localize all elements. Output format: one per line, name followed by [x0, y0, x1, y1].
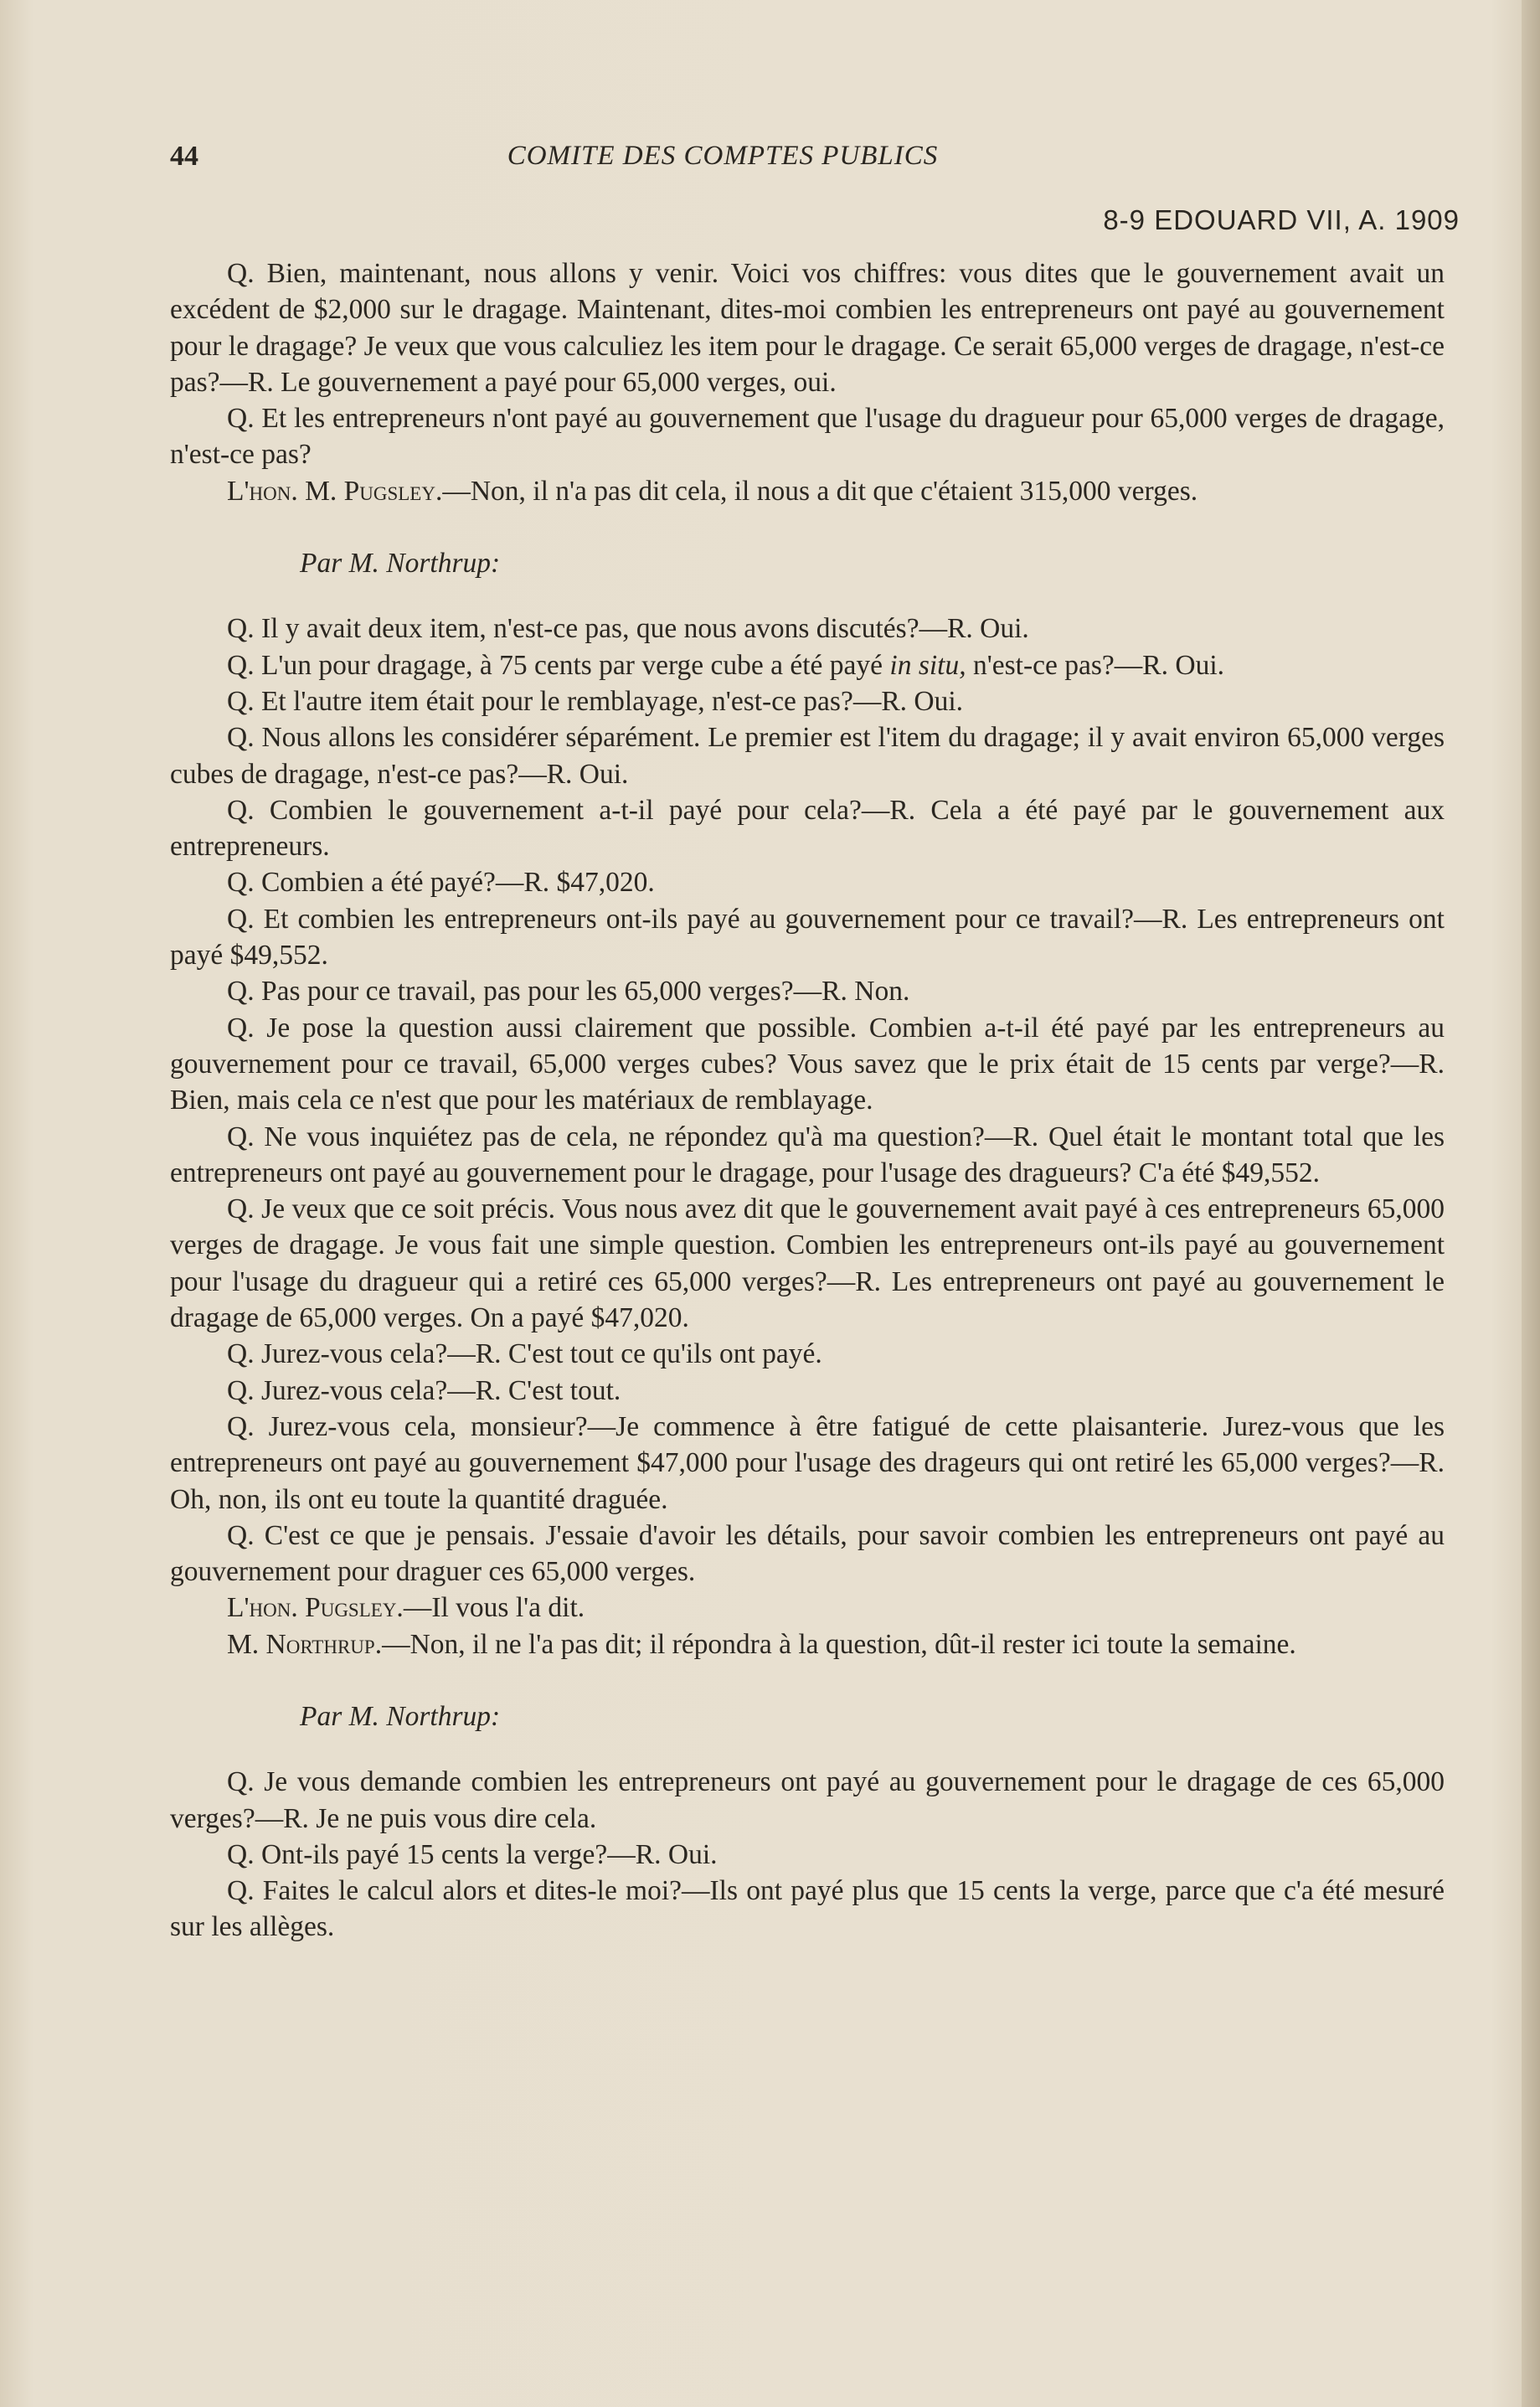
paragraph: Q. Et les entrepreneurs n'ont payé au gouvernement que l'usage du dragueur pour 65,000 verges de dragage, n'est-ce pas? [170, 403, 1445, 471]
document-body [170, 255, 1445, 1946]
section-heading: Par M. Northrup: [300, 1700, 501, 1732]
paragraph: M. Northrup.—Non, il ne l'a pas dit; il répondra à la question, dût-il rester ici toute la semaine. [227, 1628, 1296, 1660]
page-gutter [1522, 0, 1540, 2407]
running-title: COMITE DES COMPTES PUBLICS [507, 141, 939, 171]
paragraph: L'hon. M. Pugsley.—Non, il n'a pas dit cela, il nous a dit que c'étaient 315,000 verges. [227, 475, 1198, 507]
paragraph: Q. Combien a été payé?—R. $47,020. [227, 867, 655, 899]
paragraph: L'hon. Pugsley.—Il vous l'a dit. [227, 1592, 585, 1624]
speaker-name: L'hon. M. Pugsley. [227, 475, 443, 507]
paragraph: Q. Je veux que ce soit précis. Vous nous avez dit que le gouvernement avait payé à ces entrepreneurs 65,000 verges de dragage. Je vous fait une simple question. Combien les entrepreneurs ont-ils payé au gouvernement pour l'usage du dragueur qui a retiré ces 65,000 verges?—R. Les entrepreneurs ont payé au gouvernement le dragage de 65,000 verges. On a payé $47,020. [170, 1193, 1445, 1334]
paragraph: Q. Faites le calcul alors et dites-le moi?—Ils ont payé plus que 15 cents la verge, parce que c'a été mesuré sur les allèges. [170, 1875, 1445, 1943]
paragraph: Q. Jurez-vous cela?—R. C'est tout. [227, 1374, 621, 1406]
paragraph: Q. L'un pour dragage, à 75 cents par verge cube a été payé in situ, n'est-ce pas?—R. Oui. [227, 649, 1224, 681]
paragraph: Q. Ne vous inquiétez pas de cela, ne répondez qu'à ma question?—R. Quel était le montant total que les entrepreneurs ont payé au gouvernement pour le dragage, pour l'usage des dragueurs? C'a été $49,552. [170, 1121, 1445, 1188]
running-header [170, 141, 1445, 183]
paragraph: Q. Et l'autre item était pour le remblayage, n'est-ce pas?—R. Oui. [227, 685, 964, 717]
paragraph: Q. Combien le gouvernement a-t-il payé pour cela?—R. Cela a été payé par le gouvernement aux entrepreneurs. [170, 794, 1445, 863]
latin-phrase: in situ, [889, 649, 966, 681]
paragraph: Q. Je pose la question aussi clairement que possible. Combien a-t-il été payé par les entrepreneurs au gouvernement pour ce travail, 65,000 verges cubes? Vous savez que le prix était de 15 cents par verge?—R. Bien, mais cela ce n'est que pour les matériaux de remblayage. [170, 1012, 1445, 1116]
section-heading: Par M. Northrup: [300, 548, 501, 580]
speaker-name: L'hon. Pugsley. [227, 1592, 404, 1624]
paragraph: Q. Pas pour ce travail, pas pour les 65,000 verges?—R. Non. [227, 976, 910, 1008]
paragraph: Q. C'est ce que je pensais. J'essaie d'avoir les détails, pour savoir combien les entrepreneurs ont payé au gouvernement pour draguer ces 65,000 verges. [170, 1519, 1445, 1588]
paragraph: Q. Nous allons les considérer séparément. Le premier est l'item du dragage; il y avait environ 65,000 verges cubes de dragage, n'est-ce pas?—R. Oui. [170, 722, 1445, 790]
paragraph: Q. Il y avait deux item, n'est-ce pas, que nous avons discutés?—R. Oui. [227, 613, 1029, 645]
speaker-name: M. Northrup. [227, 1628, 383, 1660]
paragraph: Q. Ont-ils payé 15 cents la verge?—R. Oui. [227, 1838, 718, 1870]
paragraph: Q. Je vous demande combien les entrepreneurs ont payé au gouvernement pour le dragage de ces 65,000 verges?—R. Je ne puis vous dire cela. [170, 1766, 1445, 1834]
session-line: 8-9 EDOUARD VII, A. 1909 [1103, 204, 1460, 235]
paragraph: Q. Bien, maintenant, nous allons y venir. Voici vos chiffres: vous dites que le gouvernement avait un excédent de $2,000 sur le dragage. Maintenant, dites-moi combien les entrepreneurs ont payé au gouvernement pour le dragage? Je veux que vous calculiez les item pour le dragage. Ce serait 65,000 verges de dragage, n'est-ce pas?—R. Le gouvernement a payé pour 65,000 verges, oui. [170, 258, 1445, 398]
paragraph: Q. Et combien les entrepreneurs ont-ils payé au gouvernement pour ce travail?—R. Les entrepreneurs ont payé $49,552. [170, 903, 1445, 972]
page-number: 44 [170, 141, 198, 172]
paragraph: Q. Jurez-vous cela?—R. C'est tout ce qu'ils ont payé. [227, 1338, 822, 1370]
paragraph: Q. Jurez-vous cela, monsieur?—Je commence à être fatigué de cette plaisanterie. Jurez-vous que les entrepreneurs ont payé au gouvernement $47,000 pour l'usage des drageurs qui ont retiré les 65,000 verges?—R. Oh, non, ils ont eu toute la quantité draguée. [170, 1410, 1445, 1515]
